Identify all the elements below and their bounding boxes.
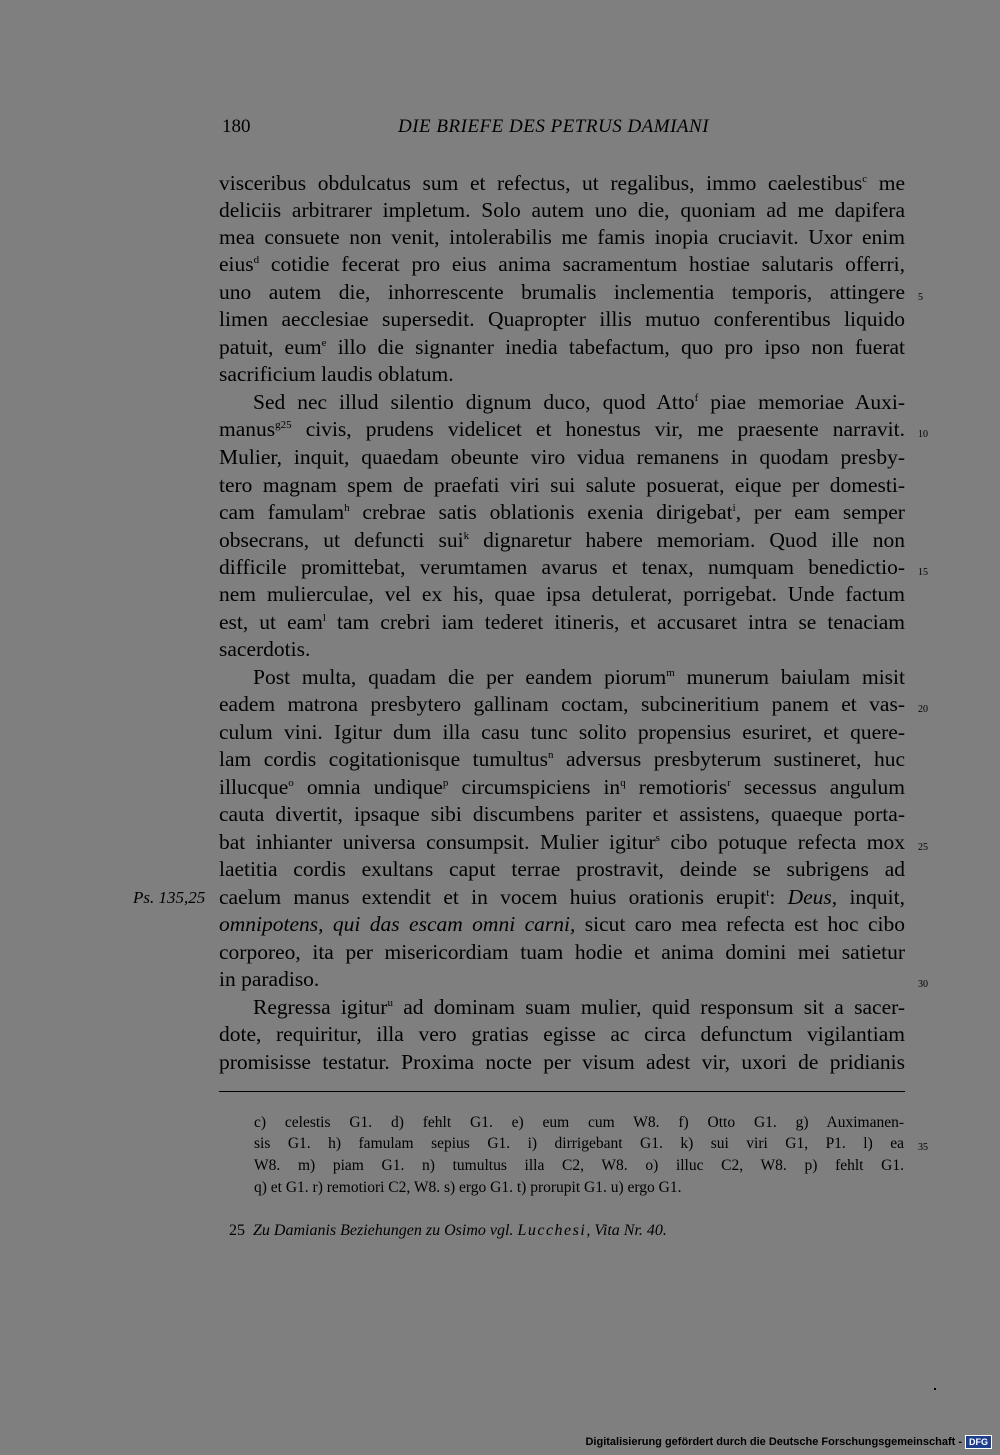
- text-line: visceribus obdulcatus sum et refectus, ut regalibus, immo caelestibus$^c$ me: [219, 171, 905, 195]
- text-line: dote, requiritur, illa vero gratias egisse ac circa defunctum vigilantiam: [219, 1022, 905, 1046]
- text-line: difficile promittebat, verumtamen avarus et tenax, numquam benedictio-: [219, 555, 905, 579]
- text-line: Post multa, quadam die per eandem piorum$^m$ munerum baiulam misit: [253, 665, 905, 689]
- text-line: Mulier, inquit, quaedam obeunte viro vidua remanens in quodam presby-: [219, 445, 905, 469]
- text-line: bat inhianter universa consumpsit. Mulier igitur$^s$ cibo potuque refecta mox: [219, 830, 905, 854]
- footnote-25: 25 Zu Damianis Beziehungen zu Osimo vgl. Lucchesi, Vita Nr. 40.: [229, 1222, 667, 1239]
- text-line: omnipotens, qui das escam omni carni, sicut caro mea refecta est hoc cibo: [219, 912, 905, 936]
- text-line: nem mulierculae, vel ex his, quae ipsa detulerat, porrigebat. Unde factum: [219, 582, 905, 606]
- margin-reference: Ps. 135,25: [133, 888, 206, 907]
- text-line: illucque$^o$ omnia undique$^p$ circumspiciens $in^q$ remotioris$^r$ secessus angulum: [219, 775, 905, 799]
- text-line: corporeo, ita per misericordiam tuam hodie et anima domini mei satietur: [219, 940, 905, 964]
- text-line: eadem matrona presbytero gallinam coctam, subcineritium panem et vas-: [219, 692, 905, 716]
- dfg-logo-icon: DFG: [965, 1435, 992, 1449]
- text-line: uno autem die, inhorrescente brumalis inclementia temporis, attingere: [219, 280, 905, 304]
- line-number: 15: [918, 567, 928, 578]
- text-line: sacerdotis.: [219, 637, 311, 661]
- text-line: caelum manus extendit et in vocem huius orationis erupit$^t$: Deus, inquit,: [219, 885, 906, 909]
- line-number: 10: [918, 429, 928, 440]
- text-line: culum vini. Igitur dum illa casu tunc solito propensius esuriret, et quere-: [219, 720, 905, 744]
- line-number: 5: [918, 292, 923, 303]
- line-number: 25: [918, 842, 928, 853]
- text-line: Regressa igitur$^u$ ad dominam suam mulier, quid responsum sit a sacer-: [253, 995, 905, 1019]
- text-line: Sed nec illud silentio dignum duco, quod Atto$^f$ piae memoriae Auxi-: [253, 390, 905, 414]
- text-line: patuit, eum$^e$ illo die signanter inedia tabefactum, quo pro ipso non fuerat: [219, 335, 906, 359]
- apparatus-line: W8. m) piam G1. n) tumultus illa C2, W8. o) illuc C2, W8. p) fehlt G1.: [254, 1157, 904, 1174]
- text-line: in paradiso.: [219, 967, 320, 991]
- line-number: 30: [918, 979, 928, 990]
- running-title: DIE BRIEFE DES PETRUS DAMIANI: [398, 116, 710, 137]
- line-number: 35: [918, 1142, 928, 1153]
- apparatus-line: q) et G1. r) remotiori C2, W8. s) ergo G1. t) prorupit G1. u) ergo G1.: [254, 1179, 682, 1196]
- footnote-number: 25: [229, 1222, 245, 1239]
- text-line: laetitia cordis exultans caput terrae prostravit, deinde se subrigens ad: [219, 857, 905, 881]
- text-line: mea consuete non venit, intolerabilis me famis inopia cruciavit. Uxor enim: [219, 225, 905, 249]
- text-line: tero magnam spem de praefati viri sui salute posuerat, eique per domesti-: [219, 473, 905, 497]
- scan-speck: [934, 1388, 936, 1390]
- text-line: deliciis arbitrarer impletum. Solo autem uno die, quoniam ad me dapifera: [219, 198, 905, 222]
- text-line: lam cordis cogitationisque tumultus$^n$ adversus presbyterum sustineret, huc: [219, 747, 906, 771]
- text-line: eius$^d$ cotidie fecerat pro eius anima sacramentum hostiae salutaris offerri,: [219, 252, 905, 276]
- line-number: 20: [918, 704, 928, 715]
- text-line: cam famulam$^h$ crebrae satis oblationis exenia dirigebat$^i$, per eam semper: [219, 500, 905, 524]
- apparatus-line: sis G1. h) famulam sepius G1. i) dirrigebant G1. k) sui viri G1, P1. l) ea: [254, 1135, 904, 1152]
- text-line: promisisse testatur. Proxima nocte per visum adest vir, uxori de pridianis: [219, 1050, 905, 1074]
- apparatus-line: c) celestis G1. d) fehlt G1. e) eum cum W8. f) Otto G1. g) Auximanen-: [254, 1114, 904, 1131]
- digitization-banner: [585, 1435, 992, 1449]
- text-line: est, ut eam$^l$ tam crebri iam tederet itineris, et accusaret intra se tenaciam: [219, 610, 905, 634]
- banner-text: Digitalisierung gefördert durch die Deutsche Forschungsgemeinschaft -: [585, 1436, 962, 1448]
- footnote-divider: [219, 1091, 905, 1092]
- page-number: 180: [222, 116, 251, 137]
- text-line: obsecrans, ut defuncti sui$^k$ dignaretur habere memoriam. Quod ille non: [219, 528, 905, 552]
- text-line: cauta divertit, ipsaque sibi discumbens pariter et assistens, quaeque porta-: [219, 802, 905, 826]
- text-line: manus$^{g25}$ civis, prudens videlicet et honestus vir, me praesente narravit.: [219, 417, 905, 441]
- text-line: limen aecclesiae supersedit. Quapropter illis mutuo conferentibus liquido: [219, 307, 905, 331]
- text-line: sacrificium laudis oblatum.: [219, 362, 454, 386]
